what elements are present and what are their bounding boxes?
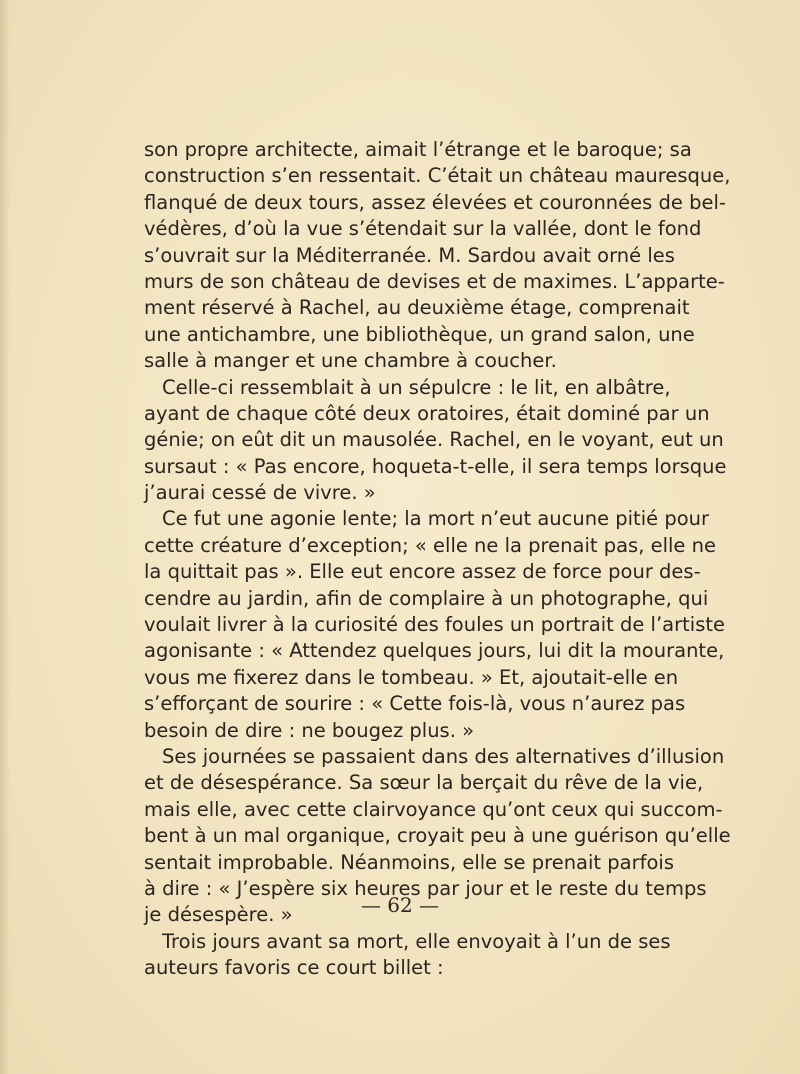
- text-line: son propre architecte, aimait l’étrange et le baroque; sa: [144, 138, 692, 161]
- text-line: à dire : « J’espère six heures par jour et le reste du temps: [144, 876, 707, 900]
- text-line: j’aurai cessé de vivre. »: [144, 481, 376, 505]
- page-number: — 62 —: [360, 893, 440, 917]
- text-line: Ce fut une agonie lente; la mort n’eut aucune pitié pour: [162, 507, 709, 531]
- text-line: une antichambre, une bibliothèque, un grand salon, une: [144, 322, 695, 346]
- text-line: auteurs favoris ce court billet :: [144, 956, 444, 980]
- text-line: besoin de dire : ne bougez plus. »: [144, 718, 475, 742]
- text-line: sursaut : « Pas encore, hoqueta-t-elle, il sera temps lorsque: [144, 454, 727, 478]
- text-line: cendre au jardin, afin de complaire à un photographe, qui: [144, 586, 709, 610]
- text-line: je désespère. »: [144, 903, 293, 927]
- text-line: Trois jours avant sa mort, elle envoyait à l’un de ses: [162, 929, 671, 953]
- text-line: la quittait pas ». Elle eut encore assez de force pour des-: [144, 560, 701, 584]
- text-line: s’ouvrait sur la Méditerranée. M. Sardou avait orné les: [144, 243, 675, 267]
- body-text: [144, 137, 731, 982]
- text-line: agonisante : « Attendez quelques jours, lui dit la mourante,: [144, 639, 725, 663]
- text-line: voulait livrer à la curiosité des foules un portrait de l’artiste: [144, 613, 726, 637]
- text-line: et de désespérance. Sa sœur la berçait du rêve de la vie,: [144, 771, 704, 795]
- text-line: ment réservé à Rachel, au deuxième étage, comprenait: [144, 296, 690, 320]
- text-line: salle à manger et une chambre à coucher.: [144, 349, 557, 373]
- text-line: mais elle, avec cette clairvoyance qu’ont ceux qui succom-: [144, 797, 723, 821]
- text-line: flanqué de deux tours, assez élevées et couronnées de bel-: [144, 190, 726, 214]
- text-line: cette créature d’exception; « elle ne la prenait pas, elle ne: [144, 533, 716, 557]
- text-line: védères, d’où la vue s’étendait sur la vallée, dont le fond: [144, 217, 702, 241]
- text-line: s’efforçant de sourire : « Cette fois-là, vous n’aurez pas: [144, 692, 686, 716]
- text-line: ayant de chaque côté deux oratoires, était dominé par un: [144, 401, 710, 425]
- text-line: Celle-ci ressemblait à un sépulcre : le lit, en albâtre,: [162, 375, 671, 399]
- text-line: murs de son château de devises et de maximes. L’apparte-: [144, 269, 725, 293]
- text-line: construction s’en ressentait. C’était un château mauresque,: [144, 164, 731, 188]
- text-line: Ses journées se passaient dans des alternatives d’illusion: [162, 744, 725, 768]
- text-line: vous me fixerez dans le tombeau. » Et, ajoutait-elle en: [144, 665, 679, 689]
- text-line: bent à un mal organique, croyait peu à une guérison qu’elle: [144, 824, 731, 848]
- text-line: sentait improbable. Néanmoins, elle se prenait parfois: [144, 850, 674, 874]
- text-line: génie; on eût dit un mausolée. Rachel, en le voyant, eut un: [144, 428, 724, 452]
